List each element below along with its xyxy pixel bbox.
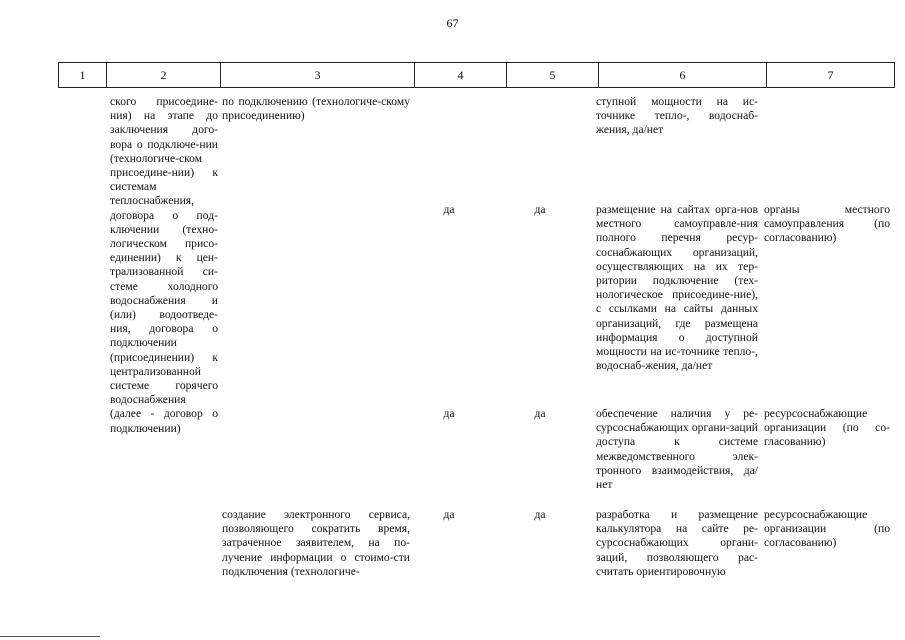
cell-row3-col4: да <box>443 508 455 521</box>
header-col-7: 7 <box>767 63 895 88</box>
cell-row2-col7: ресурсоснабжающие организации (по со-гласованию) <box>764 407 890 449</box>
header-col-4: 4 <box>415 63 507 88</box>
cell-row1-col5: да <box>534 203 546 216</box>
cell-row3-col3: создание электронного сервиса, позволяющего сократить время, затраченное заявителем, на по-лучение информации о стоимо-сти подключения (технологиче- <box>222 508 410 578</box>
cell-row2-col5: да <box>534 407 546 420</box>
cell-row1-col4: да <box>443 203 455 216</box>
cell-col3-continuation: по подключению (технологиче-скому присоединению) <box>222 95 410 123</box>
cell-row3-col6: разработка и размещение калькулятора на сайте ре-сурсоснабжающих органи-заций, позволяющего рас-считать ориентировочную <box>596 508 758 578</box>
cell-row1-col6: размещение на сайтах орга-нов местного самоуправле-ния полного перечня ресур-соснабжающих организаций, осуществляющих на их тер-ритории подключение (тех-нологическое присоедине-ние), с ссылками на сайты данных организаций, где размещена информация о доступной мощности на ис-точнике тепло-, водоснаб-жения, да/нет <box>596 203 758 373</box>
cell-col2-continuation: ского присоедине-ния) на этапе до заключения дого-вора о подключе-нии (технологиче-ском присоедине-нии) к системам теплоснабжения, договора о под-ключении (техно-логическом присо-единении) к цен-трализованной си-стеме холодного водоснабжения и (или) водоотведе-ния, договора о подключении (присоединении) к централизованной системе горячего водоснабжения (далее - договор о подключении) <box>110 95 218 435</box>
cell-row3-col7: ресурсоснабжающие организации (по согласованию) <box>764 508 890 550</box>
header-col-5: 5 <box>507 63 599 88</box>
table-header <box>58 62 895 88</box>
header-col-2: 2 <box>107 63 221 88</box>
header-col-1: 1 <box>59 63 107 88</box>
header-col-6: 6 <box>599 63 767 88</box>
cell-row2-col6: обеспечение наличия у ре-сурсоснабжающих органи-заций доступа к системе межведомственного элек-тронного взаимодействия, да/нет <box>596 407 758 492</box>
header-col-3: 3 <box>221 63 415 88</box>
page-number: 67 <box>446 16 459 30</box>
cell-row2-col4: да <box>443 407 455 420</box>
scan-edge-line <box>0 636 100 637</box>
cell-row1-col7: органы местного самоуправления (по согласованию) <box>764 203 890 245</box>
cell-col6-continuation: ступной мощности на ис-точнике тепло-, водоснаб-жения, да/нет <box>596 95 758 137</box>
cell-row3-col5: да <box>534 508 546 521</box>
